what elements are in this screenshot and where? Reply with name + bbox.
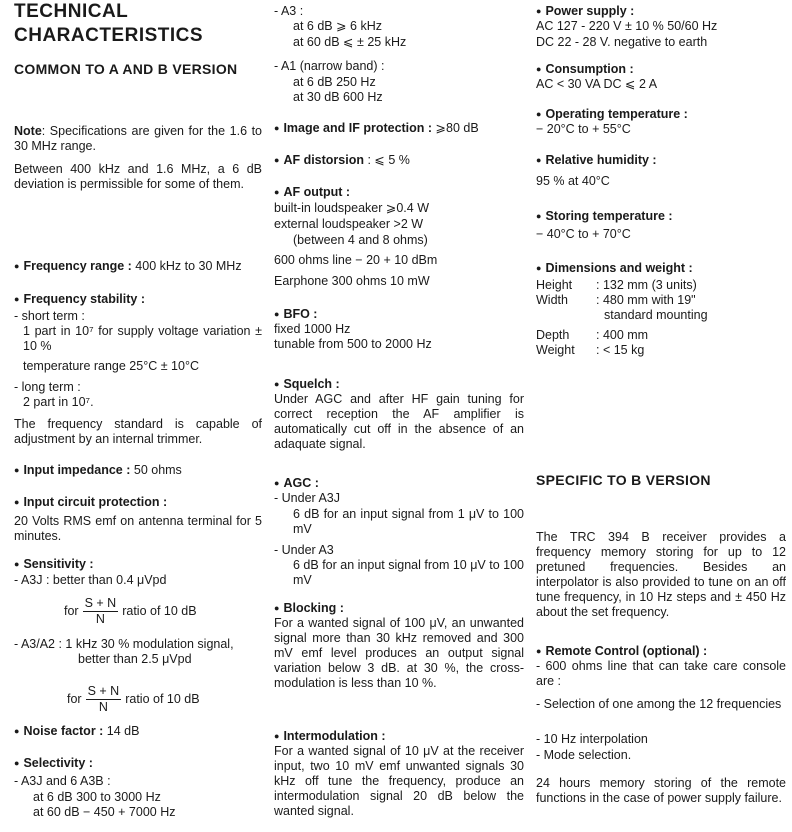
- sensitivity-label: ● Sensitivity :: [14, 557, 262, 573]
- memory-text: 24 hours memory storing of the remote functions in the case of power supply failure.: [536, 776, 786, 805]
- frequency-range: [14, 259, 262, 275]
- short-term: - short term :: [14, 309, 85, 323]
- frequency-standard: The frequency standard is capable of adjustment by an internal trimmer.: [14, 417, 262, 446]
- note-label: Note: [14, 124, 42, 138]
- fraction-denominator: N: [95, 612, 105, 626]
- bfo-label: ● BFO :: [274, 307, 524, 323]
- weight-value: : < 15 kg: [596, 343, 645, 357]
- power-supply-2: DC 22 - 28 V. negative to earth: [536, 35, 708, 49]
- bfo-2: tunable from 500 to 2000 Hz: [274, 337, 432, 351]
- selectivity-1: - A3J and 6 A3B :: [14, 774, 111, 788]
- squelch-label: ● Squelch :: [274, 377, 524, 393]
- agc-1: - Under A3J: [274, 491, 341, 505]
- noise-factor-value: 14 dB: [103, 724, 140, 738]
- short-term-1: 1 part in 10⁷ for supply voltage variation ± 10 %: [23, 324, 262, 353]
- dimension-depth: [536, 328, 786, 343]
- note-text: : Specifications are given for the 1.6 to 30 MHz range.: [14, 124, 262, 153]
- image-protection-label: ● Image and IF protection :: [274, 121, 432, 135]
- remote-control-label: ● Remote Control (optional) :: [536, 644, 786, 660]
- ratio-text: ratio of 10 dB: [125, 691, 200, 706]
- dimension-height: [536, 278, 786, 293]
- note-2: Between 400 kHz and 1.6 MHz, a 6 dB deviation is permissible for some of them.: [14, 162, 262, 191]
- frequency-stability-label: ● Frequency stability :: [14, 292, 262, 308]
- squelch-text: Under AGC and after HF gain tuning for correct reception the AF amplifier is automatically cut off in the absence of an adaquate signal.: [274, 392, 524, 451]
- a3-label: - A3 :: [274, 4, 304, 18]
- image-protection: [274, 121, 524, 137]
- ratio-line-2: [14, 684, 262, 715]
- af-output-1: built-in loudspeaker ⩾0.4 W: [274, 201, 429, 215]
- remote-control-2: - Selection of one among the 12 frequencies: [536, 697, 782, 711]
- af-output-4: 600 ohms line − 20 + 10 dBm: [274, 253, 438, 267]
- title-line-1: TECHNICAL: [14, 1, 129, 22]
- width-label: Width: [536, 293, 568, 307]
- height-value: : 132 mm (3 units): [596, 278, 697, 292]
- fraction-denominator: N: [98, 700, 108, 714]
- frequency-range-label: ● Frequency range :: [14, 259, 132, 273]
- input-protection-value: 20 Volts RMS emf on antenna terminal for 5 minutes.: [14, 514, 262, 543]
- operating-temperature-label: ● Operating temperature :: [536, 107, 786, 123]
- depth-value: : 400 mm: [596, 328, 649, 342]
- intermodulation-text: For a wanted signal of 10 μV at the receiver input, two 10 mV emf unwanted signals 30 kHz off tune the frequency, produce an intermodulation signal 20 dB below the wanted signal.: [274, 744, 524, 818]
- for-word: for: [67, 691, 82, 706]
- short-term-2: temperature range 25°C ± 10°C: [23, 359, 199, 373]
- storing-temperature-1: − 40°C to + 70°C: [536, 227, 631, 241]
- image-protection-value: ⩾80 dB: [432, 121, 479, 135]
- relative-humidity-label: ● Relative humidity :: [536, 153, 786, 169]
- agc-label: ● AGC :: [274, 476, 524, 492]
- blocking-text: For a wanted signal of 100 μV, an unwanted signal more than 30 kHz removed and 300 mV emf level produces an output signal variation below 3 dB. at 30 %, the cross-modulation is less than 10 %.: [274, 616, 524, 690]
- a1-1: at 6 dB 250 Hz: [293, 75, 376, 89]
- blocking-label: ● Blocking :: [274, 601, 524, 617]
- input-impedance: [14, 463, 262, 479]
- selectivity-2: at 6 dB 300 to 3000 Hz: [33, 790, 161, 804]
- sensitivity-a3a2-1: - A3/A2 : 1 kHz 30 % modulation signal,: [14, 637, 234, 651]
- agc-4: 6 dB for an input signal from 10 μV to 100 mV: [293, 558, 524, 587]
- specific-title: SPECIFIC TO B VERSION: [536, 472, 711, 488]
- weight-label: Weight: [536, 343, 575, 357]
- remote-control-1: - 600 ohms line that can take care console are :: [536, 659, 786, 688]
- input-impedance-value: 50 ohms: [130, 463, 182, 477]
- consumption-1: AC < 30 VA DC ⩽ 2 A: [536, 77, 658, 91]
- bfo-1: fixed 1000 Hz: [274, 322, 351, 336]
- agc-2: 6 dB for an input signal from 1 μV to 100 mV: [293, 507, 524, 536]
- depth-label: Depth: [536, 328, 570, 342]
- intermodulation-label: ● Intermodulation :: [274, 729, 524, 745]
- selectivity-label: ● Selectivity :: [14, 756, 262, 772]
- agc-3: - Under A3: [274, 543, 334, 557]
- remote-control-4: - Mode selection.: [536, 748, 632, 762]
- af-distortion-value: : ⩽ 5 %: [364, 153, 410, 167]
- input-protection-label: ● Input circuit protection :: [14, 495, 262, 511]
- fraction-numerator: S + N: [84, 596, 117, 610]
- af-output-5: Earphone 300 ohms 10 mW: [274, 274, 430, 288]
- selectivity-3: at 60 dB − 450 + 7000 Hz: [33, 805, 176, 819]
- storing-temperature-label: ● Storing temperature :: [536, 209, 786, 225]
- subtitle: COMMON TO A AND B VERSION: [14, 61, 238, 77]
- note: [14, 124, 262, 154]
- for-word: for: [64, 603, 79, 618]
- frequency-range-value: 400 kHz to 30 MHz: [131, 259, 242, 273]
- dimension-width: [536, 293, 786, 308]
- power-supply-1: AC 127 - 220 V ± 10 % 50/60 Hz: [536, 19, 718, 33]
- af-output-3: (between 4 and 8 ohms): [293, 233, 428, 247]
- af-output-label: ● AF output :: [274, 185, 524, 201]
- snr-fraction: [86, 684, 122, 715]
- dimension-weight: [536, 343, 786, 358]
- operating-temperature-1: − 20°C to + 55°C: [536, 122, 631, 136]
- sensitivity-a3a2-2: better than 2.5 μVpd: [78, 652, 192, 666]
- ratio-text: ratio of 10 dB: [122, 603, 197, 618]
- sensitivity-a3j: - A3J : better than 0.4 μVpd: [14, 573, 167, 587]
- remote-control-3: - 10 Hz interpolation: [536, 732, 648, 746]
- long-term: - long term :: [14, 380, 81, 394]
- power-supply-label: ● Power supply :: [536, 4, 786, 20]
- af-distortion-label: ● AF distorsion: [274, 153, 364, 167]
- title-line-2: CHARACTERISTICS: [14, 25, 204, 46]
- relative-humidity-1: 95 % at 40°C: [536, 174, 610, 188]
- fraction-numerator: S + N: [87, 684, 120, 698]
- consumption-label: ● Consumption :: [536, 62, 786, 78]
- noise-factor: [14, 724, 262, 740]
- af-distortion: [274, 153, 524, 169]
- width-value: : 480 mm with 19": [596, 293, 696, 307]
- noise-factor-label: ● Noise factor :: [14, 724, 103, 738]
- snr-fraction: [83, 596, 119, 627]
- a1-2: at 30 dB 600 Hz: [293, 90, 383, 104]
- a1-label: - A1 (narrow band) :: [274, 59, 385, 73]
- af-output-2: external loudspeaker >2 W: [274, 217, 424, 231]
- height-label: Height: [536, 278, 573, 292]
- a3-1: at 6 dB ⩾ 6 kHz: [293, 19, 382, 33]
- long-term-1: 2 part in 10⁷.: [23, 395, 94, 409]
- input-impedance-label: ● Input impedance :: [14, 463, 130, 477]
- width-value-2: standard mounting: [604, 308, 708, 322]
- a3-2: at 60 dB ⩽ ± 25 kHz: [293, 35, 407, 49]
- dimensions-label: ● Dimensions and weight :: [536, 261, 786, 277]
- ratio-line-1: [14, 596, 262, 627]
- specific-text: The TRC 394 B receiver provides a frequency memory storing for up to 12 pretuned frequencies. Besides an interpolator is also provided to tune on an off tune frequency, in 10 Hz steps and ± 450 Hz about the set frequency.: [536, 530, 786, 619]
